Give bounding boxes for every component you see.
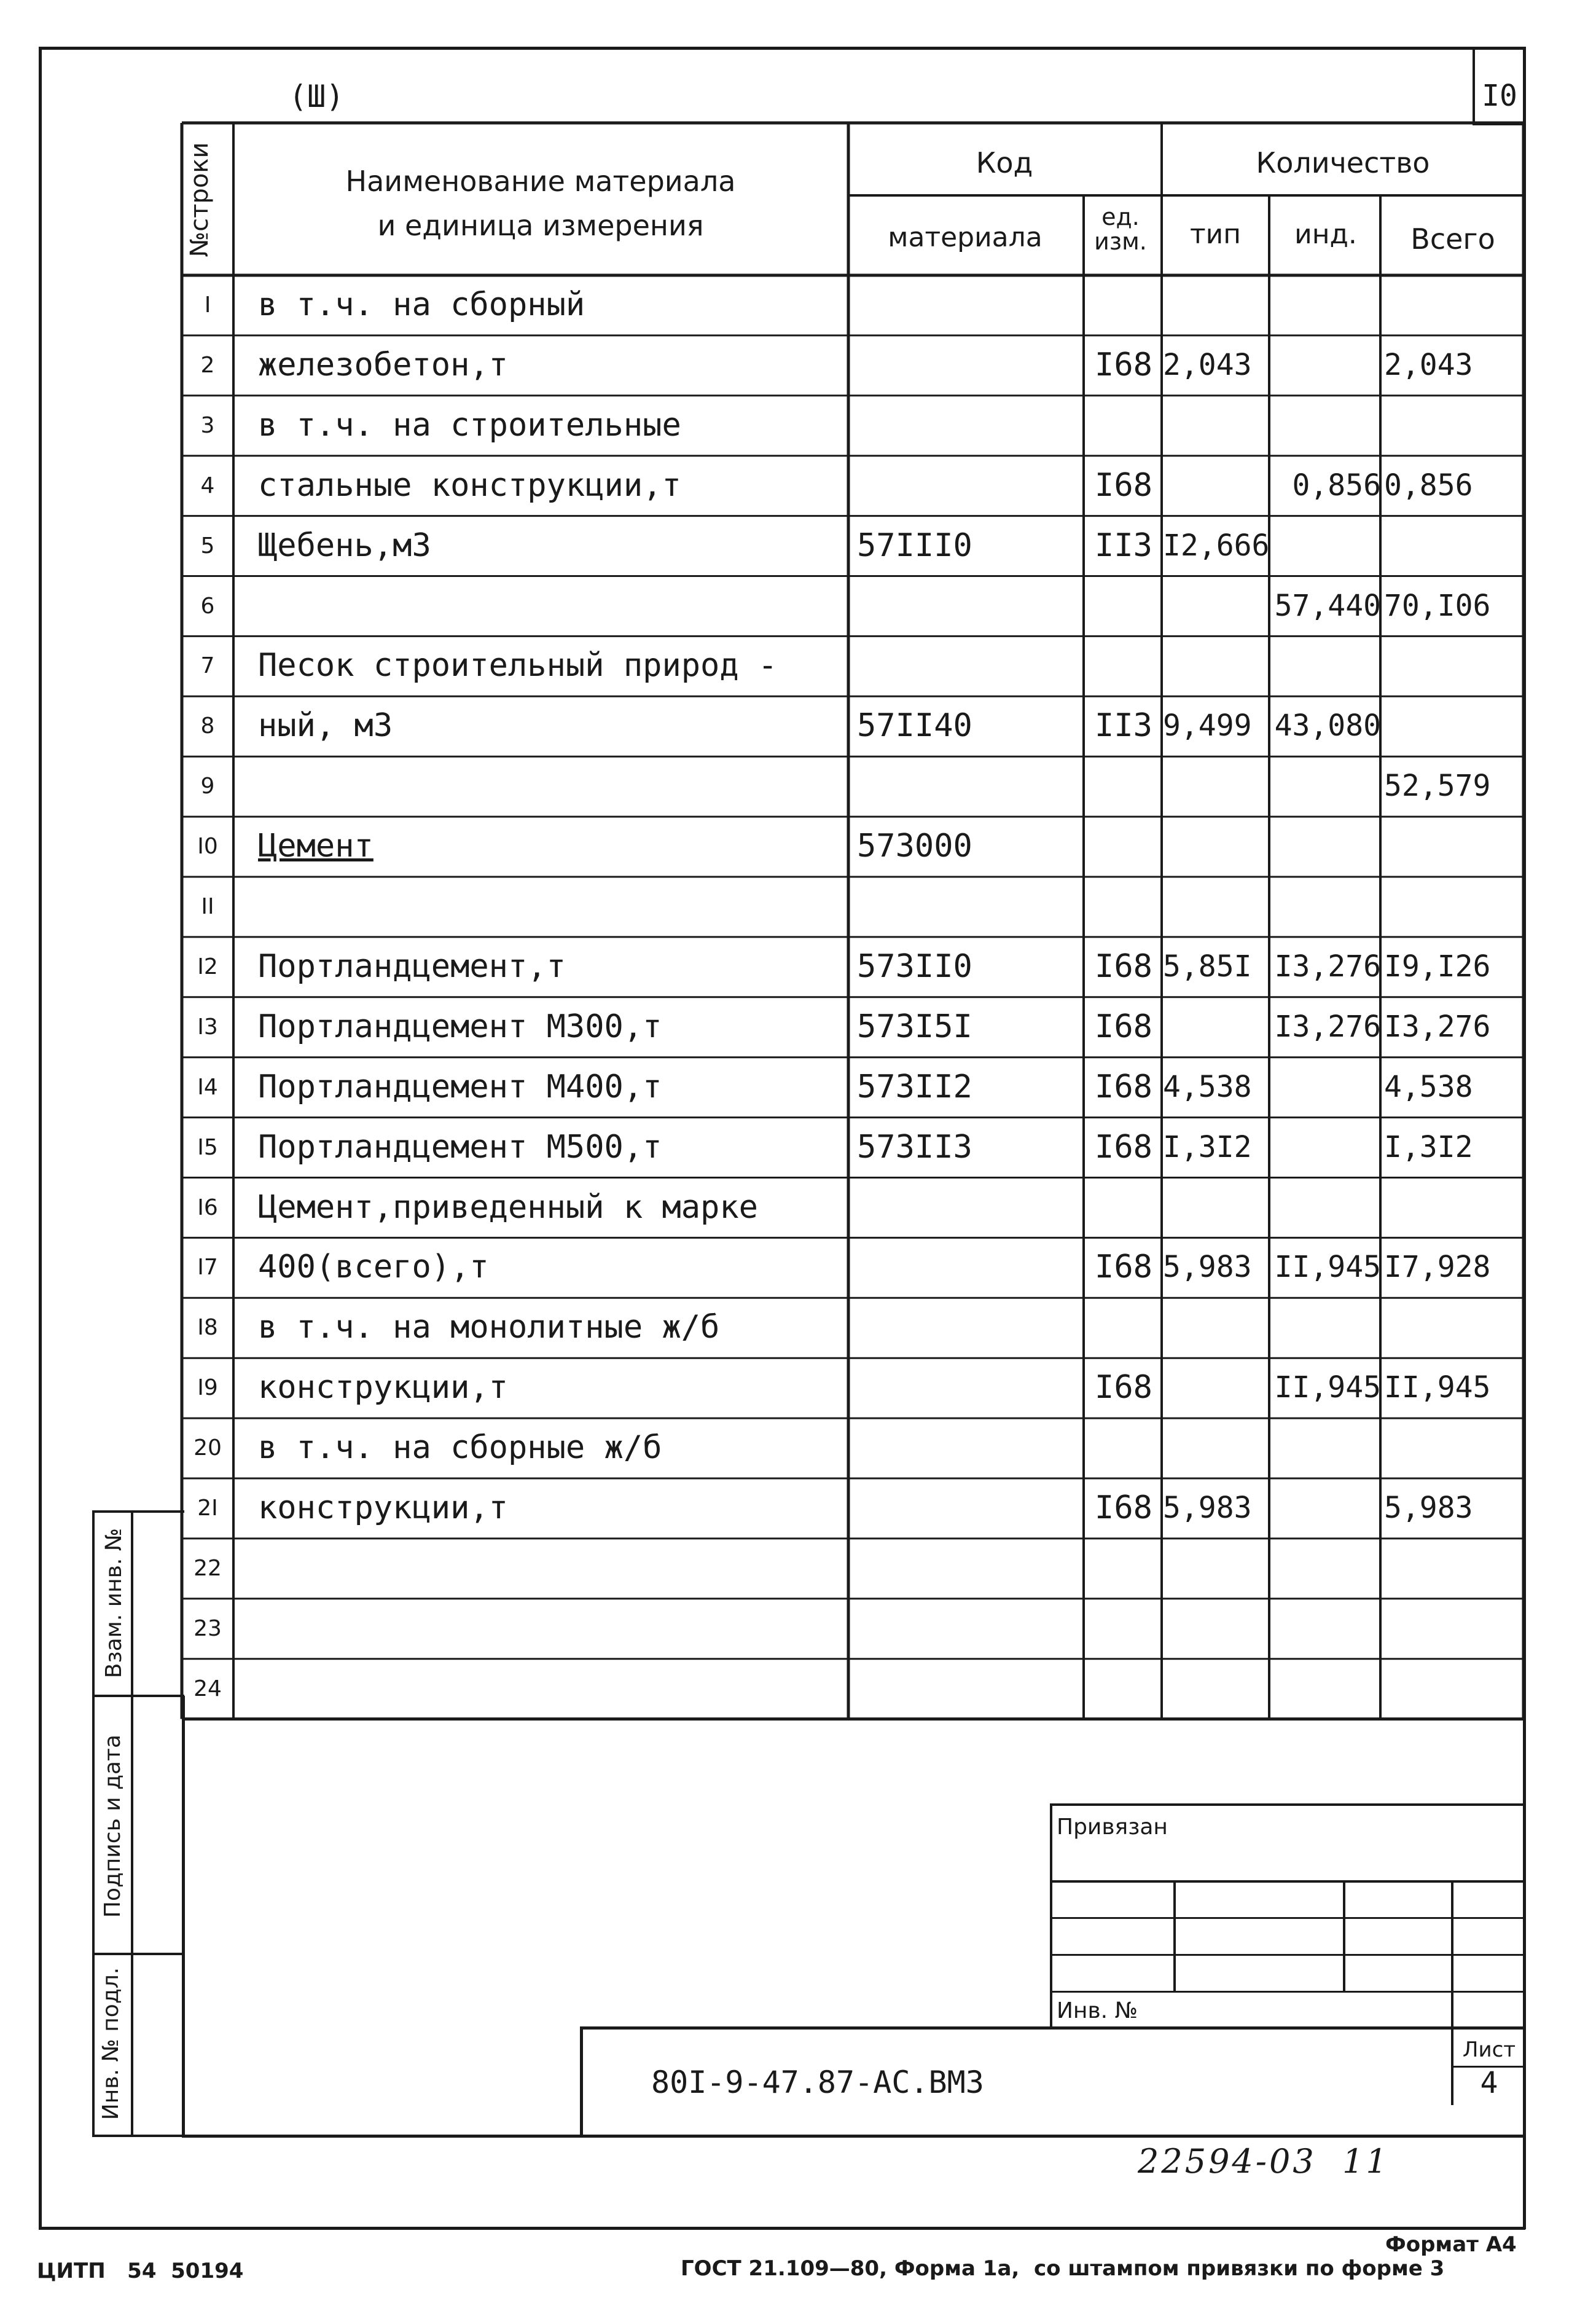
row-tip: [1163, 1599, 1270, 1659]
stamp-inner-left: [182, 1696, 185, 2137]
row-tip: [1163, 456, 1270, 516]
row-unit: [1086, 1178, 1161, 1238]
row-ind: [1272, 1178, 1383, 1238]
table-row: [0, 1298, 1596, 1358]
row-number: 3: [200, 412, 215, 438]
row-tip: [1163, 275, 1270, 335]
row-name: конструкции,т: [258, 1489, 508, 1526]
footer-gost: ГОСТ 21.109—80, Форма 1а, со штампом привязки по форме 3: [681, 2256, 1445, 2281]
row-tip: [1163, 1539, 1270, 1599]
stamp-main-left: [580, 2026, 583, 2137]
row-number: 23: [194, 1615, 222, 1641]
row-ind: [1272, 1478, 1383, 1539]
row-total: [1384, 1539, 1523, 1599]
row-tip: 4,538: [1163, 1069, 1252, 1104]
row-code: [857, 1599, 1084, 1659]
row-name: Портландцемент М300,т: [258, 1008, 662, 1045]
row-name: [258, 1599, 848, 1659]
row-code: [857, 1178, 1084, 1238]
row-code: [857, 1539, 1084, 1599]
row-name: в т.ч. на сборный: [258, 286, 585, 323]
row-ind: 43,080: [1274, 708, 1381, 743]
row-total: 0,856: [1384, 468, 1473, 503]
row-code: [857, 1478, 1084, 1539]
row-name: Песок строительный природ -: [258, 647, 778, 684]
row-unit: [1086, 1659, 1161, 1719]
row-code: [857, 756, 1084, 817]
row-number: I8: [197, 1315, 218, 1341]
row-unit: I68: [1095, 1068, 1152, 1105]
row-name: [258, 756, 848, 817]
row-code: 57III0: [857, 527, 972, 564]
row-ind: [1272, 1057, 1383, 1118]
stamp-priv-r2: [1050, 1917, 1525, 1919]
header-qty-type: тип: [1190, 219, 1241, 250]
row-ind: I3,276: [1274, 949, 1381, 984]
row-code: 573I5I: [857, 1008, 972, 1045]
side-bottom: [92, 2135, 184, 2137]
row-unit: [1086, 1539, 1161, 1599]
row-tip: [1163, 1418, 1270, 1478]
header-qty-total: Всего: [1410, 222, 1495, 256]
row-name: Цемент,приведенный к марке: [258, 1188, 758, 1226]
row-unit: [1086, 1599, 1161, 1659]
row-number: I9: [197, 1375, 218, 1401]
row-unit: I68: [1095, 466, 1152, 504]
row-name: [258, 877, 848, 937]
stamp-priv-c2: [1343, 1880, 1345, 1991]
row-tip: [1163, 1298, 1270, 1358]
row-ind: [1272, 516, 1383, 576]
row-name: стальные конструкции,т: [258, 466, 681, 504]
row-tip: [1163, 576, 1270, 637]
row-ind: II,945: [1274, 1370, 1381, 1405]
row-tip: I,3I2: [1163, 1129, 1252, 1164]
row-number: I7: [197, 1255, 218, 1281]
footer-citp: ЦИТП 54 50194: [37, 2259, 244, 2283]
row-code: [857, 877, 1084, 937]
row-unit: I68: [1095, 1369, 1152, 1406]
row-tip: 2,043: [1163, 347, 1252, 382]
table-row: [0, 636, 1596, 696]
row-name: в т.ч. на строительные: [258, 406, 681, 444]
row-total: [1384, 516, 1523, 576]
row-ind: [1272, 636, 1383, 696]
side-label-vzam-inv: Взам. инв. №: [101, 1528, 127, 1679]
row-number: 2I: [197, 1496, 218, 1521]
row-total: II,945: [1384, 1370, 1491, 1405]
row-code: [857, 636, 1084, 696]
row-tip: 9,499: [1163, 708, 1252, 743]
side-label-inv-podl: Инв. № подл.: [98, 1967, 123, 2120]
row-unit: I68: [1095, 947, 1152, 985]
row-total: 4,538: [1384, 1069, 1473, 1104]
header-code-material: материала: [888, 222, 1042, 253]
table-row: [0, 1237, 1596, 1298]
row-number: 2: [200, 352, 215, 378]
table-row: [0, 576, 1596, 637]
row-tip: [1163, 636, 1270, 696]
row-code: [857, 1358, 1084, 1418]
table-row: [0, 997, 1596, 1057]
row-name: Портландцемент М500,т: [258, 1128, 662, 1166]
row-unit: [1086, 877, 1161, 937]
row-ind: 0,856: [1292, 468, 1381, 503]
row-total: [1384, 877, 1523, 937]
header-code-unit: ед. изм.: [1094, 203, 1147, 255]
row-total: 52,579: [1384, 769, 1491, 804]
row-ind: [1272, 1118, 1383, 1178]
row-number: II: [201, 894, 214, 919]
row-code: [857, 1418, 1084, 1478]
stamp-priv-c1: [1173, 1880, 1176, 1991]
row-number: 5: [200, 533, 215, 559]
row-code: [857, 1237, 1084, 1298]
row-total: I3,276: [1384, 1009, 1491, 1044]
row-number: 9: [200, 774, 215, 799]
row-tip: 5,983: [1163, 1250, 1252, 1285]
row-ind: [1272, 1539, 1383, 1599]
table-row: [0, 1418, 1596, 1478]
row-unit: I68: [1095, 1128, 1152, 1166]
row-unit: I68: [1095, 1489, 1152, 1526]
table-row: [0, 396, 1596, 456]
row-name: Щебень,м3: [258, 527, 431, 564]
row-number: 6: [200, 593, 215, 619]
row-code: [857, 456, 1084, 516]
row-code: [857, 1659, 1084, 1719]
row-total: [1384, 696, 1523, 756]
stamp-priv-r3: [1050, 1954, 1525, 1956]
row-name: 400(всего),т: [258, 1249, 489, 1286]
row-ind: [1272, 275, 1383, 335]
row-ind: [1272, 335, 1383, 396]
stamp-priv-left: [1050, 1803, 1052, 2028]
table-row: [0, 516, 1596, 576]
row-number: 8: [200, 713, 215, 739]
row-unit: I68: [1095, 1249, 1152, 1286]
header-row-no: №строки: [186, 142, 214, 257]
row-code: 573000: [857, 828, 972, 865]
row-number: I0: [197, 834, 218, 860]
row-name: ный, м3: [258, 707, 393, 745]
row-number: I3: [197, 1014, 218, 1040]
table-row: [0, 1358, 1596, 1418]
row-name: [258, 1539, 848, 1599]
row-number: 7: [200, 653, 215, 679]
row-total: [1384, 275, 1523, 335]
row-unit: [1086, 817, 1161, 877]
side-top: [92, 1510, 184, 1513]
row-code: 573II3: [857, 1128, 972, 1166]
row-tip: [1163, 756, 1270, 817]
row-tip: 5,983: [1163, 1491, 1252, 1525]
row-unit: [1086, 576, 1161, 637]
row-name: железобетон,т: [258, 346, 508, 383]
table-row: [0, 817, 1596, 877]
stamp-bottom: [182, 2135, 1525, 2138]
table-row: [0, 877, 1596, 937]
row-ind: [1272, 396, 1383, 456]
row-tip: [1163, 877, 1270, 937]
stamp-priv-r4: [1050, 1991, 1525, 1993]
row-unit: I68: [1095, 1008, 1152, 1045]
row-code: 57II40: [857, 707, 972, 745]
stamp-priv-r1: [1050, 1880, 1525, 1883]
row-tip: I2,666: [1163, 528, 1270, 563]
row-ind: [1272, 1418, 1383, 1478]
stamp-sheet-label: Лист: [1462, 2038, 1516, 2062]
row-unit: II3: [1095, 707, 1152, 745]
section-mark: (Ш): [289, 79, 345, 114]
sheet-corner-number: I0: [1482, 79, 1517, 113]
row-number: 22: [194, 1555, 222, 1581]
row-total: [1384, 1418, 1523, 1478]
row-code: 573II0: [857, 947, 972, 985]
stamp-priv-c3: [1451, 1880, 1453, 2028]
row-tip: [1163, 1659, 1270, 1719]
footer-format: Формат А4: [1385, 2232, 1517, 2257]
row-tip: [1163, 396, 1270, 456]
row-number: I6: [197, 1194, 218, 1220]
table-row: [0, 1178, 1596, 1238]
row-total: [1384, 1178, 1523, 1238]
header-name-line1: Наименование материала: [345, 165, 736, 198]
row-ind: [1272, 1659, 1383, 1719]
row-ind: [1272, 1599, 1383, 1659]
row-unit: II3: [1095, 527, 1152, 564]
row-ind: [1272, 877, 1383, 937]
row-number: 4: [200, 473, 215, 498]
header-quantity: Количество: [1256, 146, 1430, 179]
row-number: I2: [197, 954, 218, 979]
row-code: 573II2: [857, 1068, 972, 1105]
row-name: [258, 1659, 848, 1719]
row-total: [1384, 396, 1523, 456]
row-total: 70,I06: [1384, 588, 1491, 623]
row-name: Цемент: [258, 828, 374, 865]
stamp-main-top: [580, 2026, 1525, 2030]
row-unit: [1086, 756, 1161, 817]
row-code: [857, 396, 1084, 456]
header-code: Код: [976, 146, 1033, 179]
row-tip: [1163, 1358, 1270, 1418]
row-tip: [1163, 817, 1270, 877]
table-row: [0, 275, 1596, 335]
table-row: [0, 1478, 1596, 1539]
row-total: [1384, 636, 1523, 696]
table-row: [0, 696, 1596, 756]
row-number: 20: [194, 1435, 222, 1461]
handwritten-number: 22594-03 11: [1138, 2142, 1390, 2181]
row-total: 5,983: [1384, 1491, 1473, 1525]
table-row: [0, 1539, 1596, 1599]
row-unit: [1086, 396, 1161, 456]
row-code: [857, 576, 1084, 637]
row-ind: [1272, 756, 1383, 817]
row-total: I,3I2: [1384, 1129, 1473, 1164]
table-row: [0, 756, 1596, 817]
row-number: I4: [197, 1074, 218, 1100]
table-row: [0, 1057, 1596, 1118]
row-code: [857, 335, 1084, 396]
header-name-line2: и единица измерения: [377, 209, 704, 242]
row-name: Портландцемент М400,т: [258, 1068, 662, 1105]
row-ind: [1272, 817, 1383, 877]
row-total: I9,I26: [1384, 949, 1491, 984]
stamp-sheet-number: 4: [1480, 2066, 1498, 2100]
row-total: 2,043: [1384, 347, 1473, 382]
stamp-doc-code: 80I-9-47.87-АС.ВМ3: [651, 2065, 984, 2100]
row-number: I: [204, 292, 211, 318]
row-unit: [1086, 1418, 1161, 1478]
side-label-podpis-data: Подпись и дата: [100, 1734, 125, 1918]
row-ind: 57,440: [1274, 588, 1381, 623]
table-row: [0, 1118, 1596, 1178]
row-tip: [1163, 1178, 1270, 1238]
row-unit: [1086, 1298, 1161, 1358]
side-col-right: [131, 1510, 133, 2137]
row-name: [258, 576, 848, 637]
row-total: [1384, 1599, 1523, 1659]
stamp-priv-top: [1050, 1803, 1525, 1806]
row-code: [857, 275, 1084, 335]
row-unit: I68: [1095, 346, 1152, 383]
row-total: I7,928: [1384, 1250, 1491, 1285]
row-ind: I3,276: [1274, 1009, 1381, 1044]
row-name: в т.ч. на монолитные ж/б: [258, 1309, 720, 1346]
row-number: I5: [197, 1134, 218, 1160]
row-tip: [1163, 997, 1270, 1057]
table-row: [0, 1659, 1596, 1719]
table-row: [0, 1599, 1596, 1659]
stamp-privyazan-label: Привязан: [1057, 1814, 1168, 1840]
row-name: в т.ч. на сборные ж/б: [258, 1429, 662, 1467]
row-total: [1384, 1298, 1523, 1358]
table-row: [0, 937, 1596, 997]
row-code: [857, 1298, 1084, 1358]
header-qty-ind: инд.: [1294, 219, 1357, 250]
table-row: [0, 456, 1596, 516]
row-number: 24: [194, 1676, 222, 1701]
row-ind: [1272, 1298, 1383, 1358]
row-total: [1384, 1659, 1523, 1719]
table-row: [0, 335, 1596, 396]
side-col-left: [92, 1510, 95, 2137]
row-unit: [1086, 275, 1161, 335]
stamp-inv-no-label: Инв. №: [1057, 1998, 1138, 2023]
row-tip: 5,85I: [1163, 949, 1252, 984]
row-ind: II,945: [1274, 1250, 1381, 1285]
row-unit: [1086, 636, 1161, 696]
row-name: Портландцемент,т: [258, 947, 566, 985]
row-total: [1384, 817, 1523, 877]
row-name: конструкции,т: [258, 1369, 508, 1406]
